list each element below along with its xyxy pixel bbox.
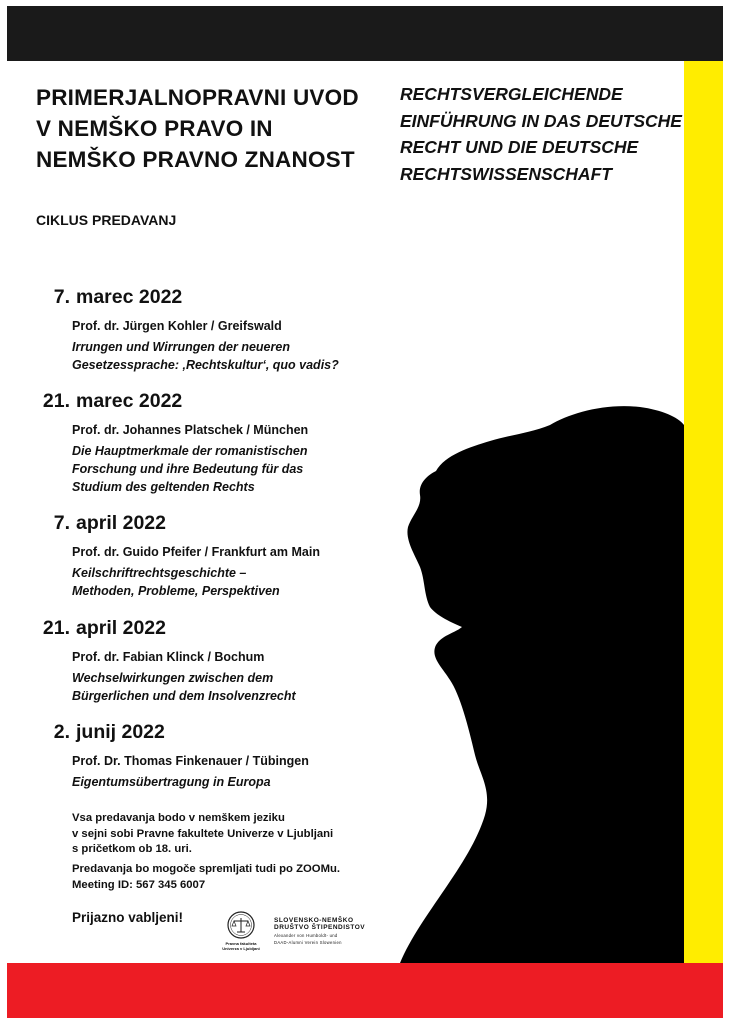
lecture-speaker: Prof. dr. Guido Pfeifer / Frankfurt am Main xyxy=(72,545,320,559)
title-german: RECHTSVERGLEICHENDE EINFÜHRUNG IN DAS DEUTSCHE RECHT UND DIE DEUTSCHE RECHTSWISSENSCHAFT xyxy=(400,84,682,184)
lecture-1 xyxy=(32,286,392,374)
bust-silhouette-illustration xyxy=(400,395,684,963)
title-slovenian: PRIMERJALNOPRAVNI UVOD V NEMŠKO PRAVO IN NEMŠKO PRAVNO ZNANOST xyxy=(36,85,359,172)
scales-of-justice-icon xyxy=(224,910,258,940)
subtitle-slovenian: CIKLUS PREDAVANJ xyxy=(36,212,177,228)
side-color-bar xyxy=(684,61,723,963)
lecture-date: 7. april 2022 xyxy=(53,512,166,534)
faculty-logo xyxy=(224,910,258,954)
lecture-topic: Die Hauptmerkmale der romanistischen Forschung und ihre Bedeutung für das Studium des geltenden Rechts xyxy=(72,444,308,494)
bottom-color-bar xyxy=(7,963,723,1018)
lecture-5 xyxy=(32,721,392,791)
lecture-topic: Eigentumsübertragung in Europa xyxy=(72,775,271,789)
lecture-date: 21. marec 2022 xyxy=(42,390,183,412)
lecture-3 xyxy=(32,512,392,600)
lecture-topic: Irrungen und Wirrungen der neueren Gesetzessprache: ‚Rechtskultur‘, quo vadis? xyxy=(72,340,339,372)
lecture-4 xyxy=(32,617,392,705)
lecture-topic: Wechselwirkungen zwischen dem Bürgerlichen und dem Insolvenzrecht xyxy=(72,671,296,703)
lecture-speaker: Prof. dr. Johannes Platschek / München xyxy=(72,423,309,437)
lecture-date: 2. junij 2022 xyxy=(53,721,165,743)
top-color-bar xyxy=(7,6,723,61)
lecture-speaker: Prof. dr. Jürgen Kohler / Greifswald xyxy=(72,319,282,333)
society-logo: SLOVENSKO-NEMŠKO DRUŠTVO ŠTIPENDISTOV Alexander von Humboldt- und DAAD-Alumni Verein Slowenien xyxy=(274,917,366,945)
venue-info: Vsa predavanja bodo v nemškem jeziku v sejni sobi Pravne fakultete Univerze v Ljubljani s pričetkom ob 18. uri. xyxy=(72,812,334,855)
lecture-topic: Keilschriftrechtsgeschichte – Methoden, Probleme, Perspektiven xyxy=(72,566,280,598)
lecture-2 xyxy=(32,390,392,496)
lecture-speaker: Prof. dr. Fabian Klinck / Bochum xyxy=(72,650,265,664)
faculty-logo-label: Pravna fakulteta Univerza v Ljubljani xyxy=(222,941,260,951)
welcome-text: Prijazno vabljeni! xyxy=(72,910,184,925)
online-info: Predavanja bo mogoče spremljati tudi po ZOOMu. Meeting ID: 567 345 6007 xyxy=(72,863,341,891)
lecture-date: 7. marec 2022 xyxy=(53,286,183,308)
lecture-date: 21. april 2022 xyxy=(42,617,166,639)
lecture-speaker: Prof. Dr. Thomas Finkenauer / Tübingen xyxy=(72,754,309,768)
